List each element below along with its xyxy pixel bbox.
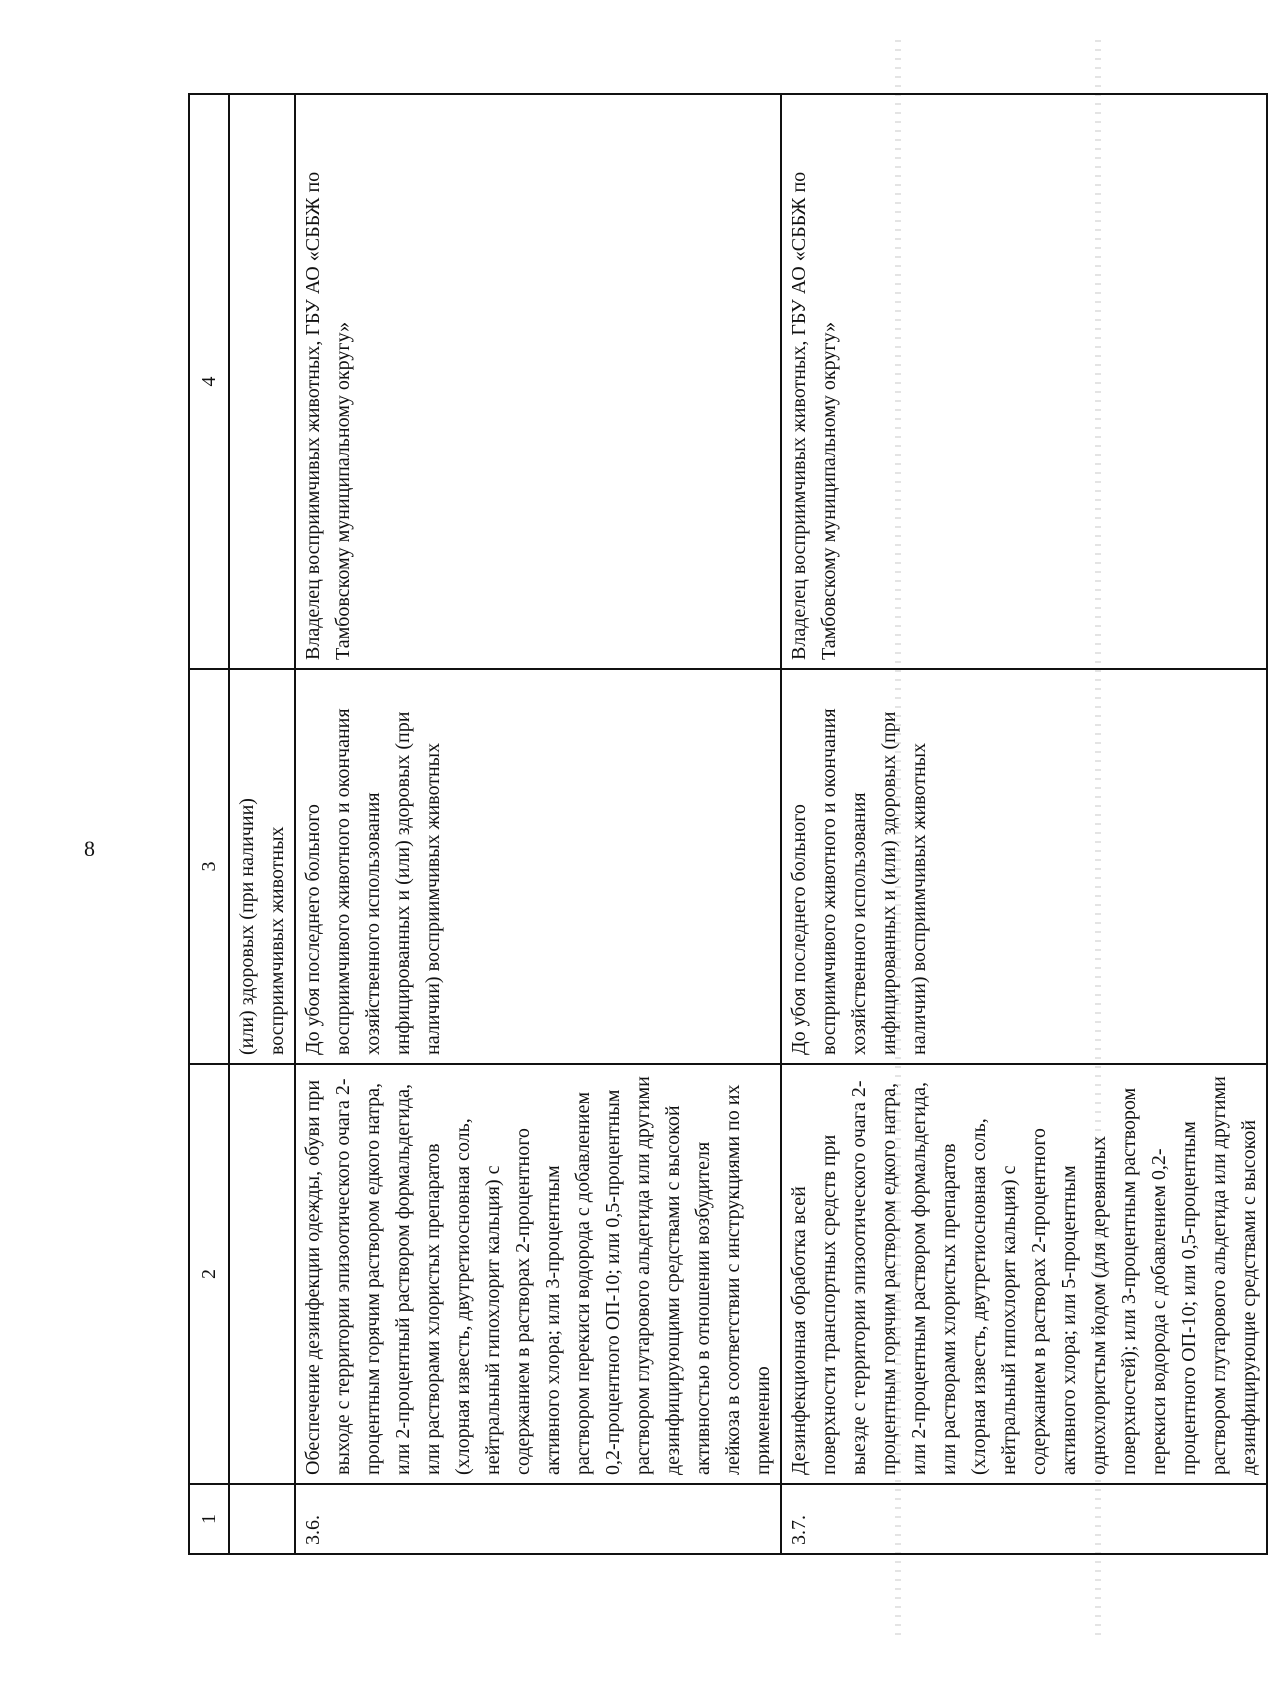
header-col-1: 1 xyxy=(189,1484,229,1554)
table-row xyxy=(295,94,781,1554)
header-row xyxy=(189,94,229,1554)
header-col-4: 4 xyxy=(189,94,229,669)
row-term: До убоя последнего больного восприимчивого животного и окончания хозяйственного использования инфицированных и (или) здоровых (при наличии) восприимчивых животных xyxy=(295,669,781,1064)
row-action: Обеспечение дезинфекции одежды, обуви при выходе с территории эпизоотического очага 2-процентным горячим раствором едкого натра, или 2-процентный раствором формальдегида, или растворами хлористых препаратов (хлорная известь, двутретиосновная соль, нейтральный гипохлорит кальция) с содержанием в растворах 2-процентного активного хлора; или 3-процентным раствором перекиси водорода с добавлением 0,2-процентного ОП-10; или 0,5-процентным раствором глутарового альдегида или другими дезинфицирующими средствами с высокой активностью в отношении возбудителя лейкоза в соответствии с инструкциями по их применению xyxy=(295,1064,781,1484)
row-term: До убоя последнего больного восприимчивого животного и окончания хозяйственного использования инфицированных и (или) здоровых (при наличии) восприимчивых животных xyxy=(781,669,1267,1064)
row-number: 3.6. xyxy=(295,1484,781,1554)
continuation-cell-3: (или) здоровых (при наличии) восприимчивых животных xyxy=(229,669,295,1064)
table-row xyxy=(781,94,1267,1554)
page-number: 8 xyxy=(84,836,95,861)
measures-table xyxy=(188,93,1268,1555)
header-col-3: 3 xyxy=(189,669,229,1064)
rotated-table-wrapper xyxy=(188,95,1260,1555)
header-col-2: 2 xyxy=(189,1064,229,1484)
continuation-cell-2 xyxy=(229,1064,295,1484)
row-action: Дезинфекционная обработка всей поверхности транспортных средств при выезде с территории эпизоотического очага 2-процентным горячим раствором едкого натра, или 2-процентным раствором формальдегида, или растворами хлористых препаратов (хлорная известь, двутретиосновная соль, нейтральный гипохлорит кальция) с содержанием в растворах 2-процентного активного хлора; или 5-процентным однохлористым йодом (для деревянных поверхностей); или 3-процентным раствором перекиси водорода с добавлением 0,2-процентного ОП-10; или 0,5-процентным раствором глутарового альдегида или другими дезинфицирующие средствами с высокой xyxy=(781,1064,1267,1484)
continuation-row xyxy=(229,94,295,1554)
continuation-cell-4 xyxy=(229,94,295,669)
row-responsible: Владелец восприимчивых животных, ГБУ АО «СББЖ по Тамбовскому муниципальному округу» xyxy=(781,94,1267,669)
row-responsible: Владелец восприимчивых животных, ГБУ АО «СББЖ по Тамбовскому муниципальному округу» xyxy=(295,94,781,669)
row-number: 3.7. xyxy=(781,1484,1267,1554)
continuation-cell-1 xyxy=(229,1484,295,1554)
